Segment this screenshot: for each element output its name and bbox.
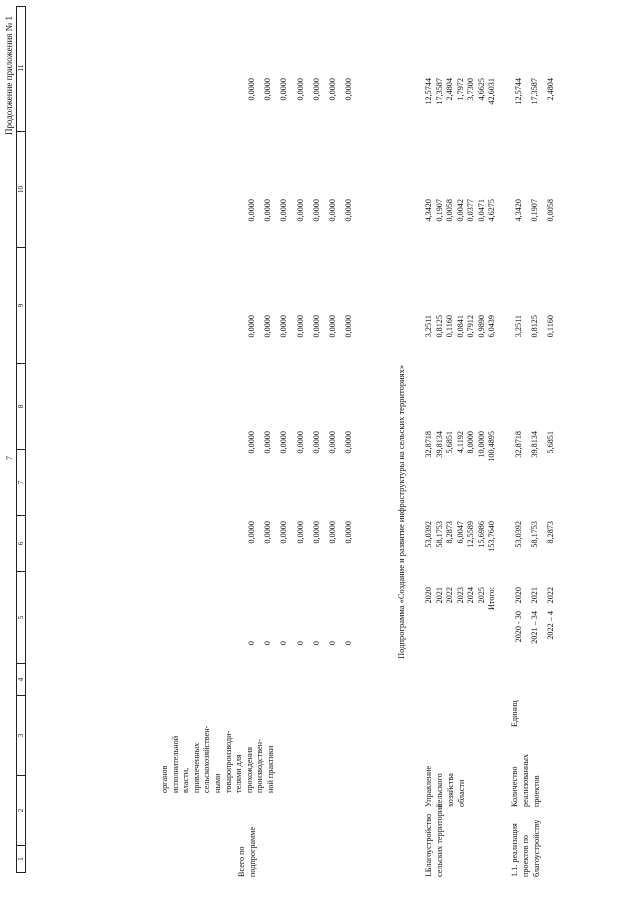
block1-rows-r2-c10: 0,1907 [434,199,444,222]
total-rows-r4-c11: 0,0000 [295,78,305,101]
total-rows-r3-c11: 0,0000 [279,78,289,101]
block2-rows-r2-c11: 17,3587 [530,78,539,105]
total-rows-r5-c7: 0,0000 [311,521,321,544]
total-rows-r2-c6: 0 [263,641,273,646]
column-header-6: 6 [17,516,25,572]
total-rows-r3-c8: 0,0000 [279,431,289,454]
total-rows-r2-c7: 0,0000 [263,521,273,544]
block1-executor: Управление сельского хозяйства области [424,765,466,807]
total-rows-r6-c6: 0 [328,641,337,646]
block2-rows-r1-c7: 53,0392 [514,521,523,548]
total-rows-r5-c9: 0,0000 [311,315,321,338]
column-header-9: 9 [17,248,25,364]
block1-rows-r5-c6: 2024 [466,587,475,604]
block2-rows-r1-c8: 32,8718 [514,431,523,458]
block2-rows-r1-c9: 3,2511 [514,315,523,338]
column-header-10: 10 [17,132,25,248]
column-header-3: 3 [17,696,25,776]
block1-rows-r4-c7: 6,0047 [455,521,465,544]
block1-rows-r6-c8: 10,0000 [476,431,486,458]
total-rows-r6-c7: 0,0000 [328,521,337,544]
total-rows-r4-c9: 0,0000 [295,315,305,338]
block1-rows-r3-c7: 8,2873 [445,521,454,544]
total-col3-text: органов исполнительной власти, привлеченных сельскохозяйствен- ными товаропроизводи- телями для прохождения производствен- ной практики [160,725,275,793]
column-header-5: 5 [17,572,25,664]
block2-rows-r1-c10: 4,3420 [514,199,523,222]
total-rows-r3-c6: 0 [279,641,289,646]
total-rows-r7-c8: 0,0000 [344,431,354,454]
total-rows-r1-c9: 0,0000 [247,315,256,338]
total-rows-r6-c11: 0,0000 [328,78,337,101]
block1-rows-r3-c9: 0,1160 [445,315,454,338]
column-header-row [16,6,26,873]
block2-rows-r3-c7: 8,2873 [546,521,555,544]
total-rows-r6-c10: 0,0000 [328,199,337,222]
block2-rows-r2-c8: 39,8134 [530,431,539,458]
block1-rows-r1-c11: 12,5744 [424,78,433,105]
total-rows-r2-c10: 0,0000 [263,199,273,222]
block1-rows-r1-c9: 3,2511 [424,315,433,338]
column-header-1: 1 [17,857,25,861]
column-header-11: 11 [17,5,25,132]
block1-rows-r6-c7: 15,6986 [476,521,486,548]
block1-rows-r2-c11: 17,3587 [434,78,444,105]
block1-rows-r6-c10: 0,0471 [476,199,486,222]
block2-rows-r2-c9: 0,8125 [530,315,539,338]
total-rows-r4-c10: 0,0000 [295,199,305,222]
total-rows-r5-c10: 0,0000 [311,199,321,222]
total-rows-r1-c11: 0,0000 [247,78,256,101]
block1-rows-r7-c8: 100,4895 [487,431,496,462]
total-rows-r3-c10: 0,0000 [279,199,289,222]
total-rows-r5-c8: 0,0000 [311,431,321,454]
block1-rows-r4-c6: 2023 [455,587,465,604]
block2-rows-r2-c6: 2021 [530,587,539,604]
block1-rows-r3-c6: 2022 [445,587,454,604]
total-rows-r4-c8: 0,0000 [295,431,305,454]
block2-rows-r1-c6: 2020 [514,587,523,604]
block1-rows-r3-c10: 0,0058 [445,199,454,222]
block2-rows-r2-c5: 2021 – 34 [530,611,539,644]
block1-rows-r5-c11: 3,7300 [466,78,475,101]
block1-rows-r5-c8: 8,0000 [466,431,475,454]
block1-rows-r1-c7: 53,0392 [424,521,433,548]
block1-rows-r1-c10: 4,3420 [424,199,433,222]
block2-rows-r3-c5: 2022 – 4 [546,611,555,640]
block1-rows-r4-c9: 0,0841 [455,315,465,338]
block2-rows-r3-c11: 2,4804 [546,78,555,101]
block1-rows-r6-c9: 0,9890 [476,315,486,338]
total-rows-r3-c9: 0,0000 [279,315,289,338]
column-header-2: 2 [17,776,25,846]
block1-rows-r7-c11: 42,6031 [487,78,496,105]
block2-rows-r3-c8: 5,6851 [546,431,555,454]
total-rows-r4-c6: 0 [295,641,305,646]
block1-rows-r7-c10: 4,6275 [487,199,496,222]
block1-rows-r2-c7: 58,1753 [434,521,444,548]
block2-rows-r2-c10: 0,1907 [530,199,539,222]
total-rows-r6-c9: 0,0000 [328,315,337,338]
column-header-7: 7 [17,450,25,516]
block1-rows-r3-c11: 2,4804 [445,78,454,101]
block2-label: 1.1. реализация проектов по благоустройству [510,819,541,877]
block1-rows-r2-c9: 0,8125 [434,315,444,338]
total-rows-r5-c11: 0,0000 [311,78,321,101]
block1-rows-r4-c8: 4,1192 [455,431,465,454]
subprogram-title: Подпрограмма «Создание и развитие инфраструктуры на сельских территориях» [396,364,406,659]
block1-rows-r2-c8: 39,8134 [434,431,444,458]
total-rows-r1-c7: 0,0000 [247,521,256,544]
total-rows-r7-c10: 0,0000 [344,199,354,222]
block1-rows-r1-c8: 32,8718 [424,431,433,458]
column-header-8: 8 [17,364,25,450]
block1-rows-r7-c6: Итого: [487,587,496,610]
block1-rows-r5-c7: 12,5589 [466,521,475,548]
total-rows-r7-c11: 0,0000 [344,78,354,101]
block1-rows-r2-c6: 2021 [434,587,444,604]
total-rows-r2-c11: 0,0000 [263,78,273,101]
block1-rows-r5-c10: 0,0377 [466,199,475,222]
total-rows-r7-c7: 0,0000 [344,521,354,544]
total-rows-r2-c8: 0,0000 [263,431,273,454]
block2-rows-r3-c9: 0,1160 [546,315,555,338]
column-header-4: 4 [17,664,25,696]
block1-rows-r6-c11: 4,6625 [476,78,486,101]
total-rows-r3-c7: 0,0000 [279,521,289,544]
block1-rows-r4-c11: 1,7972 [455,78,465,101]
block1-rows-r1-c6: 2020 [424,587,433,604]
total-rows-r7-c6: 0 [344,641,354,646]
block2-rows-r2-c7: 58,1753 [530,521,539,548]
total-rows-r6-c8: 0,0000 [328,431,337,454]
block1-rows-r3-c8: 5,6851 [445,431,454,454]
total-label: Всего по подпрограмме [237,826,257,877]
block2-rows-r1-c11: 12,5744 [514,78,523,105]
block1-rows-r7-c9: 6,0439 [487,315,496,338]
block1-rows-r6-c6: 2025 [476,587,486,604]
page-number: 7 [5,456,14,460]
block1-rows-r7-c7: 153,7640 [487,521,496,552]
block2-rows-r3-c6: 2022 [546,587,555,604]
total-rows-r1-c6: 0 [247,641,256,646]
block2-col4-text: Единиц [510,700,519,727]
total-rows-r5-c6: 0 [311,641,321,646]
block2-rows-r1-c5: 2020 - 30 [514,611,523,643]
total-rows-r4-c7: 0,0000 [295,521,305,544]
total-rows-r1-c8: 0,0000 [247,431,256,454]
total-rows-r7-c9: 0,0000 [344,315,354,338]
block1-rows-r5-c9: 0,7912 [466,315,475,338]
block2-col3-text: Количество реализованных проектов [510,753,541,807]
total-rows-r1-c10: 0,0000 [247,199,256,222]
block2-rows-r3-c10: 0,0058 [546,199,555,222]
continuation-note: Продолжение приложения № 1 [4,15,14,135]
block1-label: I.Благоустройство сельских территорий [424,803,444,877]
total-rows-r2-c9: 0,0000 [263,315,273,338]
block1-rows-r4-c10: 0,0042 [455,199,465,222]
